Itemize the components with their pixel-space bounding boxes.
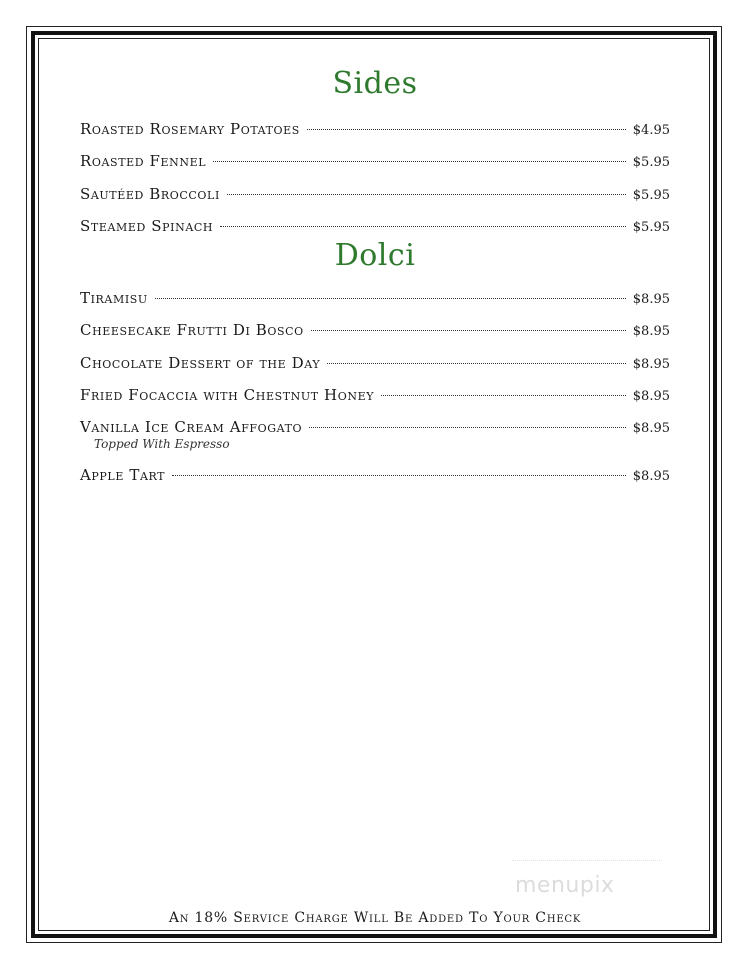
item-price: $8.95	[632, 421, 670, 436]
dot-leader	[381, 395, 626, 396]
menu-item	[80, 217, 670, 237]
dot-leader	[227, 194, 626, 195]
item-price: $8.95	[632, 389, 670, 404]
menu-item	[80, 386, 670, 406]
dolci-title: Dolci	[334, 238, 416, 273]
menu-item	[80, 466, 670, 486]
menu-item	[80, 289, 670, 309]
menu-item	[80, 321, 670, 341]
service-charge-note: An 18% Service Charge Will Be Added To Your Check	[168, 910, 582, 926]
item-name: Fried Focaccia with Chestnut Honey	[80, 386, 375, 404]
item-price: $5.95	[632, 188, 670, 203]
dot-leader	[327, 363, 626, 364]
item-price: $5.95	[632, 220, 670, 235]
item-name: Roasted Rosemary Potatoes	[80, 120, 300, 138]
item-name: Sautéed Broccoli	[80, 185, 220, 203]
sides-title: Sides	[332, 66, 418, 101]
item-name: Apple Tart	[80, 466, 166, 484]
menu-item	[80, 185, 670, 205]
item-price: $8.95	[632, 324, 670, 339]
watermark-divider	[512, 860, 662, 861]
item-description: Topped With Espresso	[94, 437, 230, 451]
dot-leader	[172, 475, 626, 476]
dot-leader	[155, 298, 626, 299]
item-name: Roasted Fennel	[80, 152, 207, 170]
item-name: Cheesecake Frutti Di Bosco	[80, 321, 304, 339]
dot-leader	[213, 161, 626, 162]
item-name: Steamed Spinach	[80, 217, 214, 235]
item-price: $5.95	[632, 155, 670, 170]
item-name: Chocolate Dessert of the Day	[80, 354, 321, 372]
menu-item	[80, 418, 670, 438]
dot-leader	[307, 129, 626, 130]
item-name: Tiramisu	[80, 289, 148, 307]
item-price: $8.95	[632, 357, 670, 372]
item-price: $4.95	[632, 123, 670, 138]
item-price: $8.95	[632, 292, 670, 307]
menu-item	[80, 152, 670, 172]
menu-item	[80, 354, 670, 374]
dot-leader	[220, 226, 626, 227]
dot-leader	[311, 330, 626, 331]
menupix-watermark: menupix	[515, 873, 615, 898]
item-name: Vanilla Ice Cream Affogato	[80, 418, 303, 436]
item-price: $8.95	[632, 469, 670, 484]
dot-leader	[309, 427, 626, 428]
menu-item	[80, 120, 670, 140]
